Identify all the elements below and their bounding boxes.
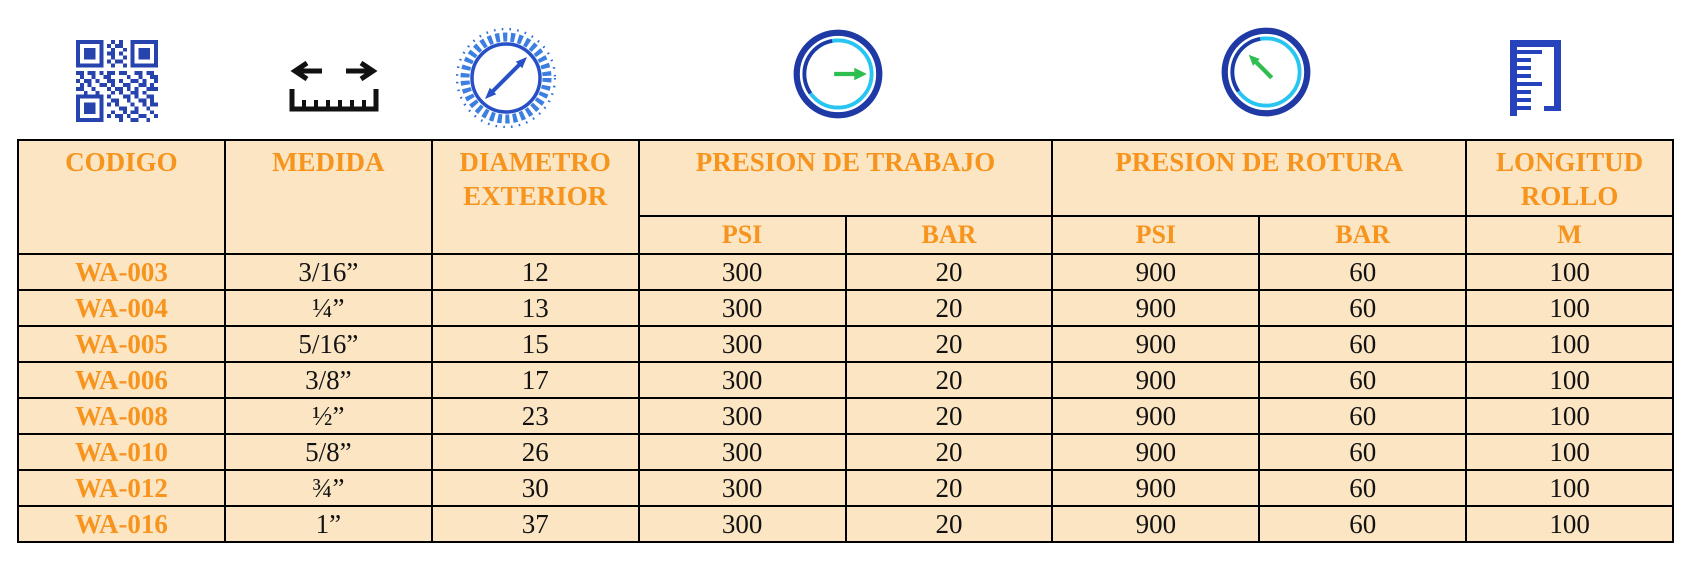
longitud-m-cell: 100 (1466, 398, 1673, 434)
table-row (18, 470, 1673, 506)
rotura-bar-cell: 60 (1259, 326, 1466, 362)
medida-cell: ½” (225, 398, 432, 434)
longitud-m-cell: 100 (1466, 434, 1673, 470)
col-header-codigo: CODIGO (18, 140, 225, 254)
longitud-m-cell: 100 (1466, 362, 1673, 398)
subheader-trabajo-psi: PSI (639, 216, 846, 254)
rotura-bar-cell: 60 (1259, 362, 1466, 398)
subheader-trabajo-bar: BAR (846, 216, 1053, 254)
diametro-cell: 17 (432, 362, 639, 398)
longitud-m-cell: 100 (1466, 506, 1673, 542)
icon-header-bar (0, 0, 1691, 132)
diametro-cell: 37 (432, 506, 639, 542)
trabajo-bar-cell: 20 (846, 398, 1053, 434)
rotura-psi-cell: 900 (1052, 290, 1259, 326)
diametro-cell: 26 (432, 434, 639, 470)
trabajo-bar-cell: 20 (846, 326, 1053, 362)
code-cell: WA-004 (18, 290, 225, 326)
outer-diameter-circle-icon (456, 28, 556, 128)
pressure-gauge-up-left-arrow-icon (1218, 24, 1314, 120)
col-header-medida: MEDIDA (225, 140, 432, 254)
rotura-bar-cell: 60 (1259, 434, 1466, 470)
code-cell: WA-010 (18, 434, 225, 470)
code-cell: WA-006 (18, 362, 225, 398)
rotura-psi-cell: 900 (1052, 326, 1259, 362)
hose-spec-table (17, 139, 1674, 543)
trabajo-psi-cell: 300 (639, 434, 846, 470)
rotura-psi-cell: 900 (1052, 362, 1259, 398)
table-row (18, 506, 1673, 542)
trabajo-bar-cell: 20 (846, 506, 1053, 542)
rotura-psi-cell: 900 (1052, 434, 1259, 470)
longitud-m-cell: 100 (1466, 254, 1673, 290)
rotura-psi-cell: 900 (1052, 398, 1259, 434)
trabajo-bar-cell: 20 (846, 470, 1053, 506)
code-cell: WA-016 (18, 506, 225, 542)
table-row (18, 434, 1673, 470)
diametro-cell: 23 (432, 398, 639, 434)
table-row (18, 362, 1673, 398)
medida-cell: 5/16” (225, 326, 432, 362)
code-cell: WA-008 (18, 398, 225, 434)
trabajo-psi-cell: 300 (639, 362, 846, 398)
rotura-bar-cell: 60 (1259, 398, 1466, 434)
col-header-longitud-rollo: LONGITUD ROLLO (1466, 140, 1673, 216)
longitud-m-cell: 100 (1466, 470, 1673, 506)
diametro-cell: 13 (432, 290, 639, 326)
trabajo-psi-cell: 300 (639, 470, 846, 506)
rotura-bar-cell: 60 (1259, 254, 1466, 290)
table-row (18, 398, 1673, 434)
diametro-cell: 15 (432, 326, 639, 362)
trabajo-bar-cell: 20 (846, 362, 1053, 398)
table-row (18, 254, 1673, 290)
qr-code-icon (70, 40, 164, 122)
longitud-m-cell: 100 (1466, 290, 1673, 326)
vertical-ruler-icon (1500, 36, 1572, 122)
rotura-bar-cell: 60 (1259, 506, 1466, 542)
code-cell: WA-005 (18, 326, 225, 362)
medida-cell: 3/8” (225, 362, 432, 398)
rotura-bar-cell: 60 (1259, 290, 1466, 326)
col-header-presion-trabajo: PRESION DE TRABAJO (639, 140, 1053, 216)
trabajo-psi-cell: 300 (639, 254, 846, 290)
longitud-m-cell: 100 (1466, 326, 1673, 362)
trabajo-psi-cell: 300 (639, 290, 846, 326)
diametro-cell: 30 (432, 470, 639, 506)
trabajo-bar-cell: 20 (846, 434, 1053, 470)
trabajo-psi-cell: 300 (639, 506, 846, 542)
subheader-longitud-m: M (1466, 216, 1673, 254)
medida-cell: ¾” (225, 470, 432, 506)
col-header-diametro-exterior: DIAMETRO EXTERIOR (432, 140, 639, 254)
medida-cell: 5/8” (225, 434, 432, 470)
medida-cell: 3/16” (225, 254, 432, 290)
table-row (18, 290, 1673, 326)
medida-cell: ¼” (225, 290, 432, 326)
trabajo-bar-cell: 20 (846, 290, 1053, 326)
width-measure-arrows-icon (286, 58, 382, 116)
trabajo-psi-cell: 300 (639, 398, 846, 434)
trabajo-psi-cell: 300 (639, 326, 846, 362)
subheader-rotura-psi: PSI (1052, 216, 1259, 254)
subheader-rotura-bar: BAR (1259, 216, 1466, 254)
table-row (18, 326, 1673, 362)
rotura-psi-cell: 900 (1052, 470, 1259, 506)
diametro-cell: 12 (432, 254, 639, 290)
col-header-presion-rotura: PRESION DE ROTURA (1052, 140, 1466, 216)
medida-cell: 1” (225, 506, 432, 542)
code-cell: WA-012 (18, 470, 225, 506)
rotura-psi-cell: 900 (1052, 506, 1259, 542)
rotura-psi-cell: 900 (1052, 254, 1259, 290)
trabajo-bar-cell: 20 (846, 254, 1053, 290)
pressure-gauge-right-arrow-icon (790, 26, 886, 122)
rotura-bar-cell: 60 (1259, 470, 1466, 506)
code-cell: WA-003 (18, 254, 225, 290)
